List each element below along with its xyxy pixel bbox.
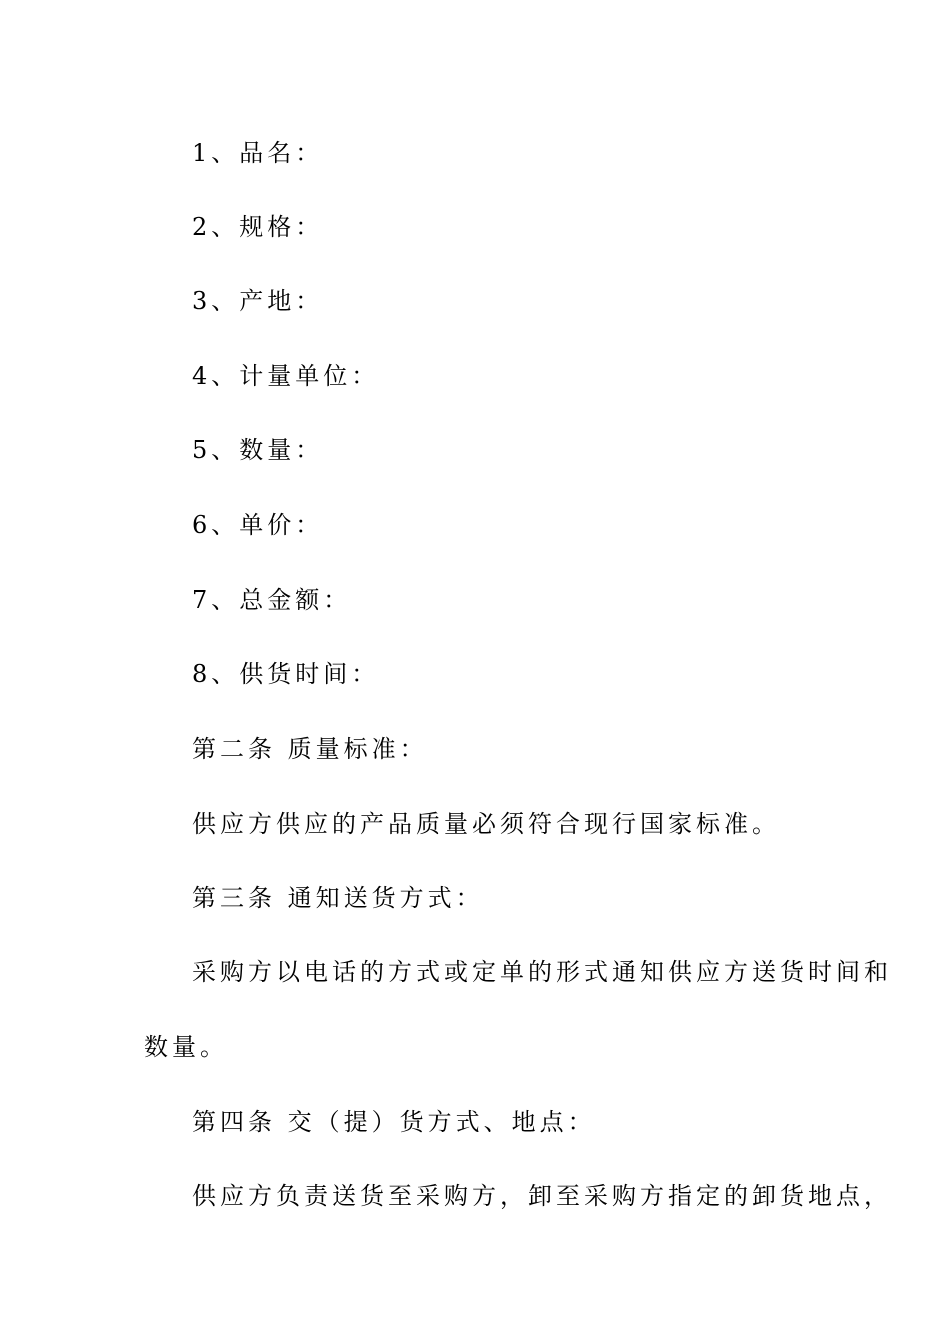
article-4-body-line-1: 供应方负责送货至采购方，卸至采购方指定的卸货地点， xyxy=(192,1182,892,1210)
item-supply-time: 8、供货时间： xyxy=(192,660,380,688)
article-3-body-line-1: 采购方以电话的方式或定单的形式通知供应方送货时间和 xyxy=(192,958,892,986)
item-total-amount: 7、总金额： xyxy=(192,586,352,614)
item-product-name: 1、品名： xyxy=(192,139,324,167)
article-3-heading: 第三条 通知送货方式： xyxy=(192,884,484,912)
article-2-body: 供应方供应的产品质量必须符合现行国家标准。 xyxy=(192,810,780,838)
article-3-body-line-2: 数量。 xyxy=(144,1033,228,1061)
item-origin: 3、产地： xyxy=(192,287,324,315)
article-2-heading: 第二条 质量标准： xyxy=(192,735,428,763)
article-4-heading: 第四条 交（提）货方式、地点： xyxy=(192,1108,596,1136)
item-specification: 2、规格： xyxy=(192,213,324,241)
item-unit: 4、计量单位： xyxy=(192,362,380,390)
item-unit-price: 6、单价： xyxy=(192,511,324,539)
item-quantity: 5、数量： xyxy=(192,436,324,464)
